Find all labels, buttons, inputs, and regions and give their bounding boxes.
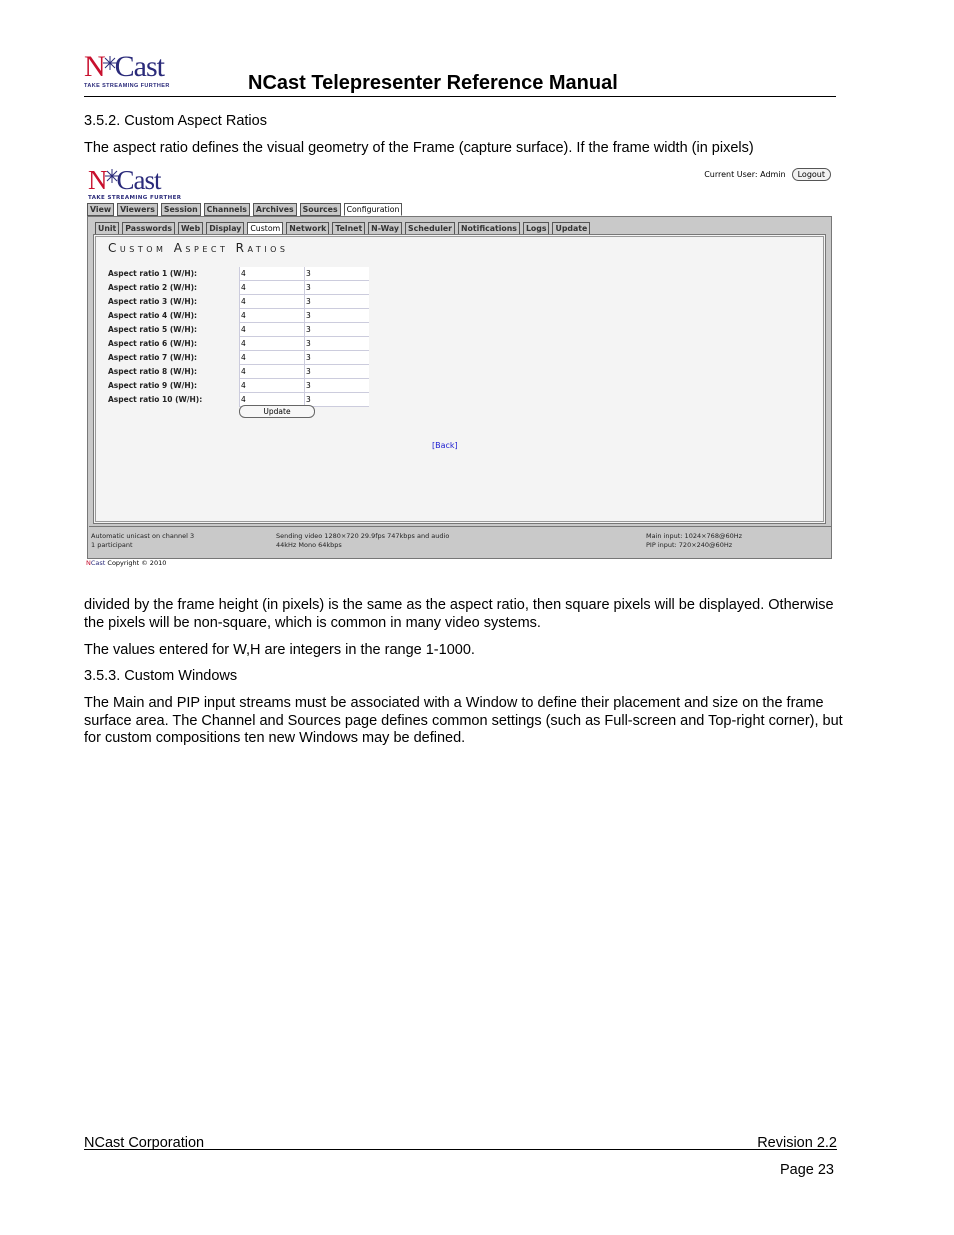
section-heading-3-5-3: 3.5.3. Custom Windows bbox=[84, 668, 238, 684]
subtab-n-way[interactable]: N-Way bbox=[368, 222, 402, 235]
footer-company: NCast Corporation bbox=[84, 1135, 205, 1151]
subtab-update[interactable]: Update bbox=[552, 222, 590, 235]
aspect-ratio-height-input[interactable] bbox=[304, 309, 369, 323]
aspect-ratio-label: Aspect ratio 1 (W/H): bbox=[108, 269, 198, 278]
aspect-ratio-width-input[interactable] bbox=[239, 351, 304, 365]
aspect-ratio-height-input[interactable] bbox=[304, 379, 369, 393]
aspect-ratio-height-input[interactable] bbox=[304, 337, 369, 351]
aspect-ratio-label: Aspect ratio 4 (W/H): bbox=[108, 311, 198, 320]
current-user-label: Current User: Admin bbox=[704, 170, 786, 179]
screenshot-logo: N Cast TAKE STREAMING FURTHER bbox=[88, 165, 182, 201]
subtab-display[interactable]: Display bbox=[206, 222, 244, 235]
user-bar bbox=[704, 168, 831, 181]
paragraph-square-pixels: divided by the frame height (in pixels) is the same as the aspect ratio, then square pixels will be displayed. Otherwise the pixels will be non-square, which is common in many video systems. bbox=[84, 597, 834, 631]
document-title: NCast Telepresenter Reference Manual bbox=[248, 72, 618, 94]
panel-title: Custom Aspect Ratios bbox=[108, 241, 289, 255]
back-link[interactable]: [Back] bbox=[432, 441, 458, 450]
aspect-ratio-row bbox=[108, 323, 378, 337]
starburst-icon bbox=[103, 56, 117, 70]
subtab-telnet[interactable]: Telnet bbox=[332, 222, 365, 235]
page-footer bbox=[84, 1135, 837, 1150]
aspect-ratio-width-input[interactable] bbox=[239, 323, 304, 337]
section-heading-3-5-2: 3.5.2. Custom Aspect Ratios bbox=[84, 113, 267, 129]
aspect-ratio-label: Aspect ratio 10 (W/H): bbox=[108, 395, 203, 404]
logo-tagline: TAKE STREAMING FURTHER bbox=[84, 83, 170, 89]
aspect-ratio-row bbox=[108, 309, 378, 323]
aspect-ratio-height-input[interactable] bbox=[304, 267, 369, 281]
update-button[interactable]: Update bbox=[239, 405, 315, 418]
aspect-ratio-width-input[interactable] bbox=[239, 295, 304, 309]
subtab-notifications[interactable]: Notifications bbox=[458, 222, 520, 235]
aspect-ratio-label: Aspect ratio 6 (W/H): bbox=[108, 339, 198, 348]
aspect-ratio-width-input[interactable] bbox=[239, 379, 304, 393]
aspect-ratio-height-input[interactable] bbox=[304, 393, 369, 407]
tab-viewers[interactable]: Viewers bbox=[117, 203, 158, 216]
aspect-ratio-label: Aspect ratio 8 (W/H): bbox=[108, 367, 198, 376]
aspect-ratio-label: Aspect ratio 2 (W/H): bbox=[108, 283, 198, 292]
aspect-ratio-width-input[interactable] bbox=[239, 309, 304, 323]
tab-configuration[interactable]: Configuration bbox=[344, 203, 403, 216]
aspect-ratio-height-input[interactable] bbox=[304, 323, 369, 337]
subtab-unit[interactable]: Unit bbox=[95, 222, 119, 235]
aspect-ratio-row bbox=[108, 337, 378, 351]
subtab-passwords[interactable]: Passwords bbox=[122, 222, 175, 235]
paragraph-value-range: The values entered for W,H are integers in the range 1-1000. bbox=[84, 642, 475, 658]
main-tab-bar bbox=[87, 203, 402, 216]
aspect-ratio-height-input[interactable] bbox=[304, 281, 369, 295]
subtab-scheduler[interactable]: Scheduler bbox=[405, 222, 455, 235]
aspect-ratio-width-input[interactable] bbox=[239, 267, 304, 281]
status-bar bbox=[89, 526, 832, 558]
aspect-ratio-height-input[interactable] bbox=[304, 351, 369, 365]
logout-button[interactable]: Logout bbox=[792, 168, 831, 181]
subtab-logs[interactable]: Logs bbox=[523, 222, 550, 235]
page-number: Page 23 bbox=[779, 1162, 834, 1178]
status-sending: Sending video 1280×720 29.9fps 747kbps and audio 44kHz Mono 64kbps bbox=[276, 532, 450, 549]
aspect-ratio-row bbox=[108, 295, 378, 309]
subtab-network[interactable]: Network bbox=[286, 222, 329, 235]
subtab-web[interactable]: Web bbox=[178, 222, 203, 235]
paragraph-aspect-ratio-intro: The aspect ratio defines the visual geometry of the Frame (capture surface). If the frame width (in pixels) bbox=[84, 140, 754, 156]
aspect-ratio-label: Aspect ratio 5 (W/H): bbox=[108, 325, 198, 334]
aspect-ratio-width-input[interactable] bbox=[239, 365, 304, 379]
aspect-ratio-height-input[interactable] bbox=[304, 365, 369, 379]
status-inputs: Main input: 1024×768@60Hz PIP input: 720×240@60Hz bbox=[646, 532, 743, 549]
configuration-panel bbox=[87, 216, 832, 559]
tab-channels[interactable]: Channels bbox=[204, 203, 250, 216]
aspect-ratio-row bbox=[108, 267, 378, 281]
paragraph-custom-windows: The Main and PIP input streams must be associated with a Window to define their placement and size on the frame surface area. The Channel and Sources page defines common settings (such as Full-screen and Top-right corner), but for custom compositions ten new Windows may be defined. bbox=[84, 695, 843, 746]
configuration-screenshot bbox=[86, 164, 833, 572]
aspect-ratio-row bbox=[108, 351, 378, 365]
copyright-notice: NCast Copyright © 2010 bbox=[86, 559, 167, 567]
aspect-ratio-label: Aspect ratio 3 (W/H): bbox=[108, 297, 198, 306]
aspect-ratio-width-input[interactable] bbox=[239, 337, 304, 351]
aspect-ratio-height-input[interactable] bbox=[304, 295, 369, 309]
aspect-ratio-row bbox=[108, 379, 378, 393]
tab-session[interactable]: Session bbox=[161, 203, 201, 216]
custom-aspect-ratios-form bbox=[93, 234, 826, 524]
tab-archives[interactable]: Archives bbox=[253, 203, 297, 216]
status-session: Automatic unicast on channel 3 1 participant bbox=[91, 532, 195, 549]
aspect-ratio-width-input[interactable] bbox=[239, 281, 304, 295]
aspect-ratio-label: Aspect ratio 7 (W/H): bbox=[108, 353, 198, 362]
starburst-icon bbox=[105, 169, 119, 183]
page-header bbox=[84, 52, 836, 97]
aspect-ratio-row bbox=[108, 365, 378, 379]
tab-sources[interactable]: Sources bbox=[300, 203, 341, 216]
footer-revision: Revision 2.2 bbox=[757, 1135, 837, 1151]
subtab-custom[interactable]: Custom bbox=[247, 222, 283, 235]
aspect-ratio-label: Aspect ratio 9 (W/H): bbox=[108, 381, 198, 390]
aspect-ratio-row bbox=[108, 281, 378, 295]
tab-view[interactable]: View bbox=[87, 203, 114, 216]
ncast-logo: N Cast TAKE STREAMING FURTHER bbox=[84, 50, 170, 89]
